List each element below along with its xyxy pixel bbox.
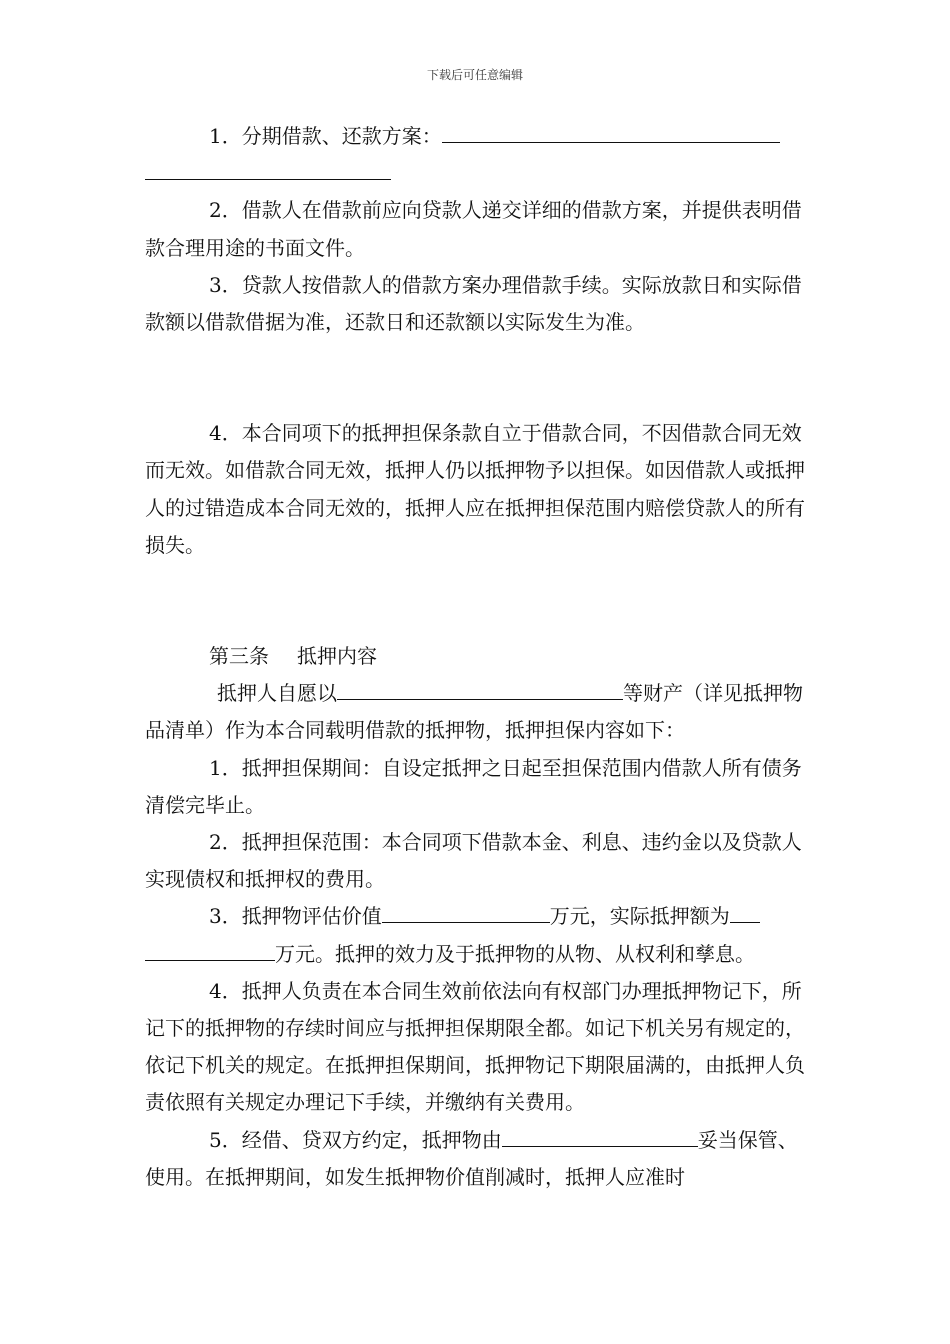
clause-1	[145, 118, 807, 192]
item-3: 3．抵押物评估价值 万元，实际抵押额为 万元。抵押的效力及于抵押物的从物、从权利和孳息。	[145, 898, 807, 972]
article-intro: 抵押人自愿以 等财产（详见抵押物品清单）作为本合同载明借款的抵押物，抵押担保内容如下：	[145, 681, 803, 743]
clause-4: 4．本合同项下的抵押担保条款自立于借款合同，不因借款合同无效而无效。如借款合同无效，抵押人仍以抵押物予以担保。如因借款人或抵押人的过错造成本合同无效的，抵押人应在抵押担保范围内赔偿贷款人的所有损失。	[145, 421, 805, 557]
item-2: 2．抵押担保范围：本合同项下借款本金、利息、违约金以及贷款人实现债权和抵押权的费用。	[145, 830, 802, 892]
fill-in-blank	[382, 904, 550, 923]
item-1: 1．抵押担保期间：自设定抵押之日起至担保范围内借款人所有债务清偿完毕止。	[145, 755, 802, 817]
item-4: 4．抵押人负责在本合同生效前依法向有权部门办理抵押物记下，所记下的抵押物的存续时间应与抵押担保期限全都。如记下机关另有规定的，依记下机关的规定。在抵押担保期间，抵押物记下期限届满的，由抵押人负责依照有关规定办理记下手续，并缴纳有关费用。	[145, 978, 805, 1115]
fill-in-blank	[145, 161, 391, 180]
document-body	[145, 118, 807, 1196]
clause-3: 3．贷款人按借款人的借款方案办理借款手续。实际放款日和实际借款额以借款借据为准，还款日和还款额以实际发生为准。	[145, 272, 802, 335]
clause-1-label: 1．分期借款、还款方案：	[209, 124, 442, 148]
article-title	[145, 638, 807, 675]
article-number: 第三条	[209, 644, 269, 669]
article-heading: 抵押内容	[297, 644, 377, 669]
item-5: 5．经借、贷双方约定，抵押物由 妥当保管、使用。在抵押期间，如发生抵押物价值削减时，抵押人应准时	[145, 1127, 798, 1189]
clause-2: 2．借款人在借款前应向贷款人递交详细的借款方案，并提供表明借款合理用途的书面文件。	[145, 198, 802, 260]
fill-in-blank	[337, 681, 623, 700]
fill-in-blank	[502, 1128, 698, 1147]
fill-in-blank	[730, 904, 760, 923]
fill-in-blank	[442, 124, 780, 143]
fill-in-blank	[145, 942, 275, 961]
page-header: 下载后可任意编辑	[426, 68, 523, 82]
